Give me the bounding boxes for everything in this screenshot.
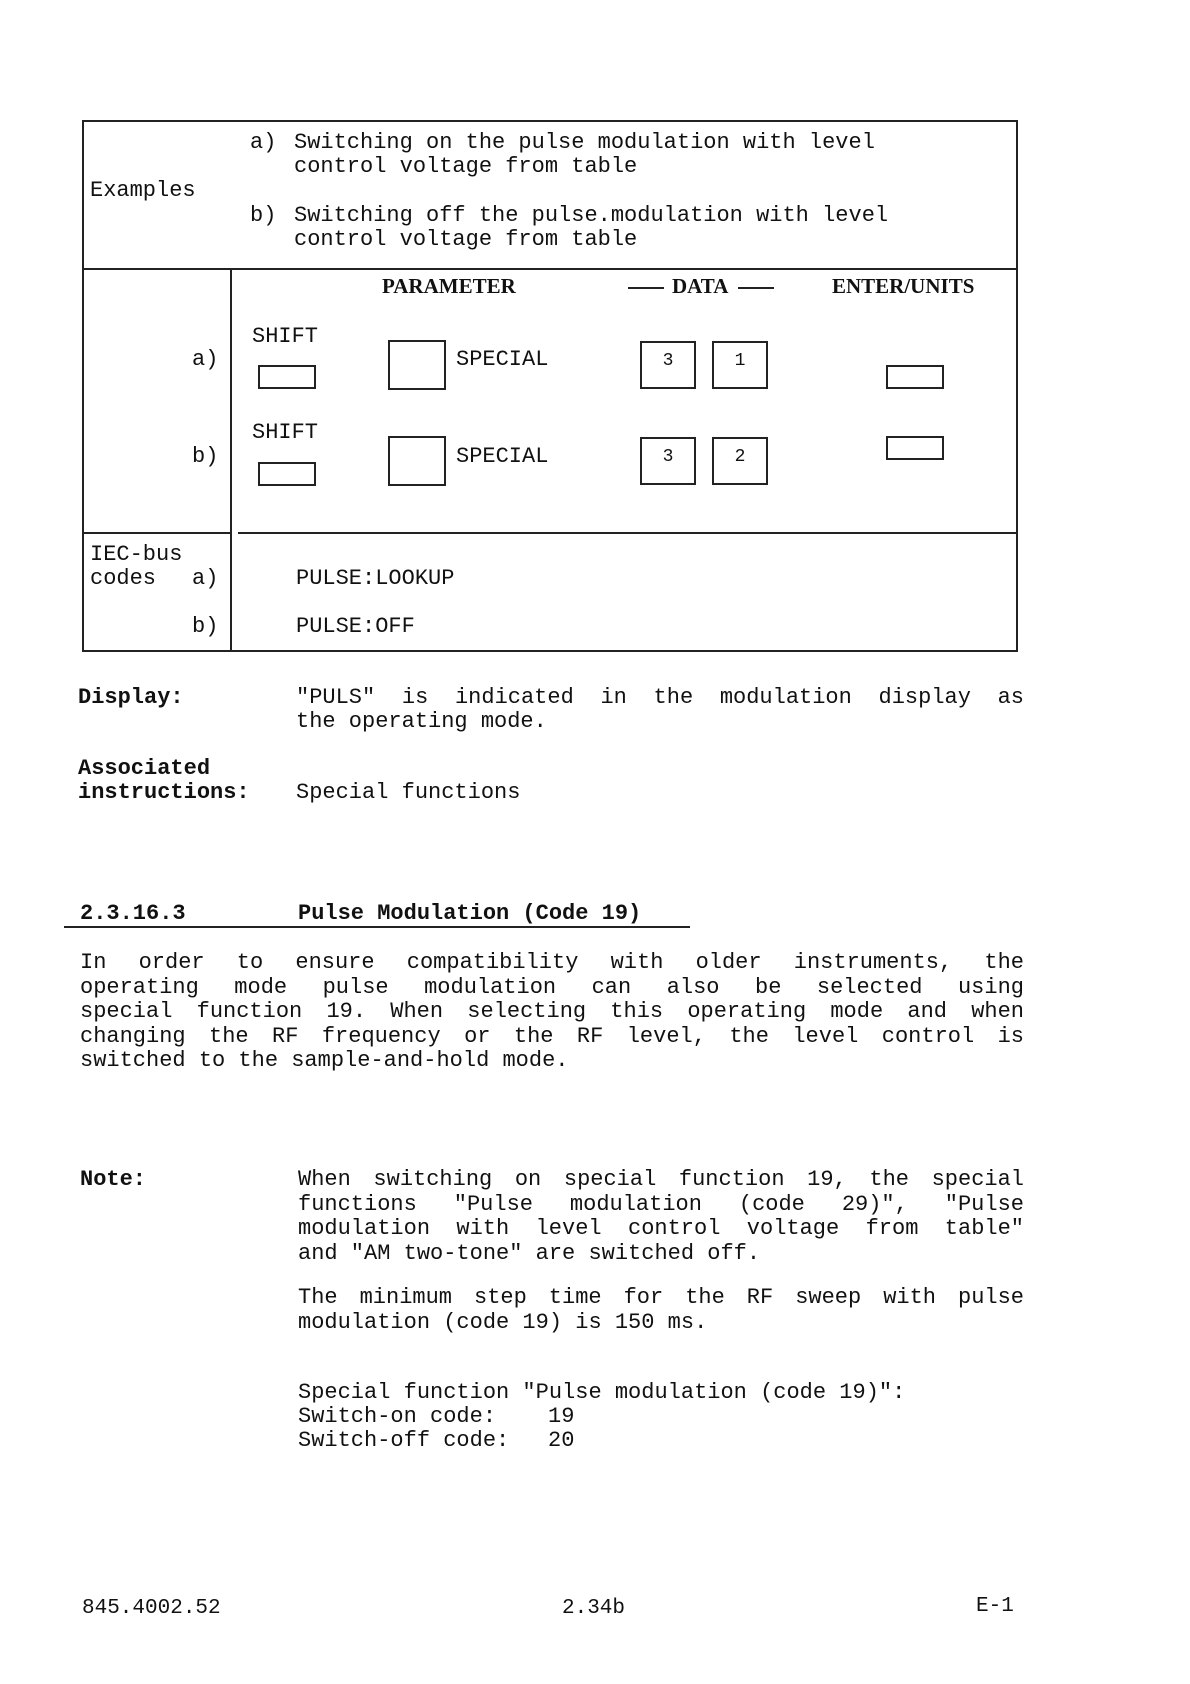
note-para1-line: functions "Pulse modulation (code 29)", "Pulse [298,1191,1024,1217]
iec-label-line1: IEC-bus [90,542,183,567]
section-underline [64,926,690,928]
note-para1-line: When switching on special function 19, the special [298,1167,1024,1192]
example-a-marker: a) [250,130,277,155]
row-b-shift-label: SHIFT [252,420,319,445]
switch-on-value: 19 [548,1404,575,1429]
special-function-line: Special function "Pulse modulation (code 19)": [298,1380,906,1405]
associated-label-line2: instructions: [78,780,250,805]
footer-doc-number: 845.4002.52 [82,1597,221,1620]
column-header-data: DATA [672,274,729,298]
associated-label-line1: Associated [78,756,211,781]
section-para-line: switched to the sample-and-hold mode. [80,1048,569,1073]
data-header-rule-left [628,287,664,289]
row-b-enter-key [886,436,944,460]
display-line1: "PULS" is indicated in the modulation display as [296,685,1024,710]
row-a-special-key [388,340,446,390]
iec-a-marker: a) [192,566,219,591]
note-para2-line: modulation (code 19) is 150 ms. [298,1309,708,1335]
footer-page-number: 2.34b [562,1597,626,1620]
row-b-special-label: SPECIAL [456,444,549,469]
section-number: 2.3.16.3 [80,901,186,926]
table-divider [238,532,1016,534]
table-divider [84,532,230,534]
table-column-divider [230,268,232,650]
iec-label-line2: codes [90,566,157,591]
row-a-label: a) [192,347,219,372]
row-a-data-key-1-label: 3 [662,351,674,371]
associated-value: Special functions [296,780,521,805]
iec-b-marker: b) [192,614,219,639]
switch-on-label: Switch-on code: [298,1404,497,1429]
note-label: Note: [80,1167,147,1192]
row-b-data-key-2-label: 2 [734,447,746,467]
note-para1-line: and "AM two-tone" are switched off. [298,1240,761,1266]
note-para2-line: The minimum step time for the RF sweep with pulse [298,1285,1024,1310]
switch-off-label: Switch-off code: [298,1428,510,1453]
example-a-line1: Switching on the pulse modulation with level [294,130,875,155]
iec-code-b: PULSE:OFF [296,614,415,639]
examples-table [82,120,1018,652]
examples-label: Examples [90,178,196,203]
row-b-label: b) [192,444,219,469]
table-divider [84,268,1016,270]
section-para-line: changing the RF frequency or the RF level, the level control is [80,1023,1024,1049]
row-b-data-key-1-label: 3 [662,447,674,467]
row-a-shift-key [258,365,316,389]
display-label: Display: [78,685,184,710]
section-para-line: special function 19. When selecting this operating mode and when [80,999,1024,1024]
example-b-marker: b) [250,203,277,228]
row-a-data-key-2-label: 1 [734,351,746,371]
display-line2: the operating mode. [296,709,547,734]
column-header-parameter: PARAMETER [382,274,516,298]
example-a-line2: control voltage from table [294,154,638,179]
column-header-enter-units: ENTER/UNITS [832,274,975,298]
footer-edition: E-1 [976,1595,1014,1618]
switch-off-value: 20 [548,1428,575,1453]
row-a-shift-label: SHIFT [252,324,319,349]
note-para1-line: modulation with level control voltage from table" [298,1216,1024,1241]
iec-code-a: PULSE:LOOKUP [296,566,455,591]
section-para-line: In order to ensure compatibility with older instruments, the [80,950,1024,975]
example-b-line2: control voltage from table [294,227,638,252]
data-header-rule-right [738,287,774,289]
row-a-special-label: SPECIAL [456,347,549,372]
row-b-special-key [388,436,446,486]
section-title: Pulse Modulation (Code 19) [298,901,642,926]
section-para-line: operating mode pulse modulation can also be selected using [80,974,1024,1000]
row-a-enter-key [886,365,944,389]
example-b-line1: Switching off the pulse.modulation with level [294,203,889,228]
row-b-shift-key [258,462,316,486]
